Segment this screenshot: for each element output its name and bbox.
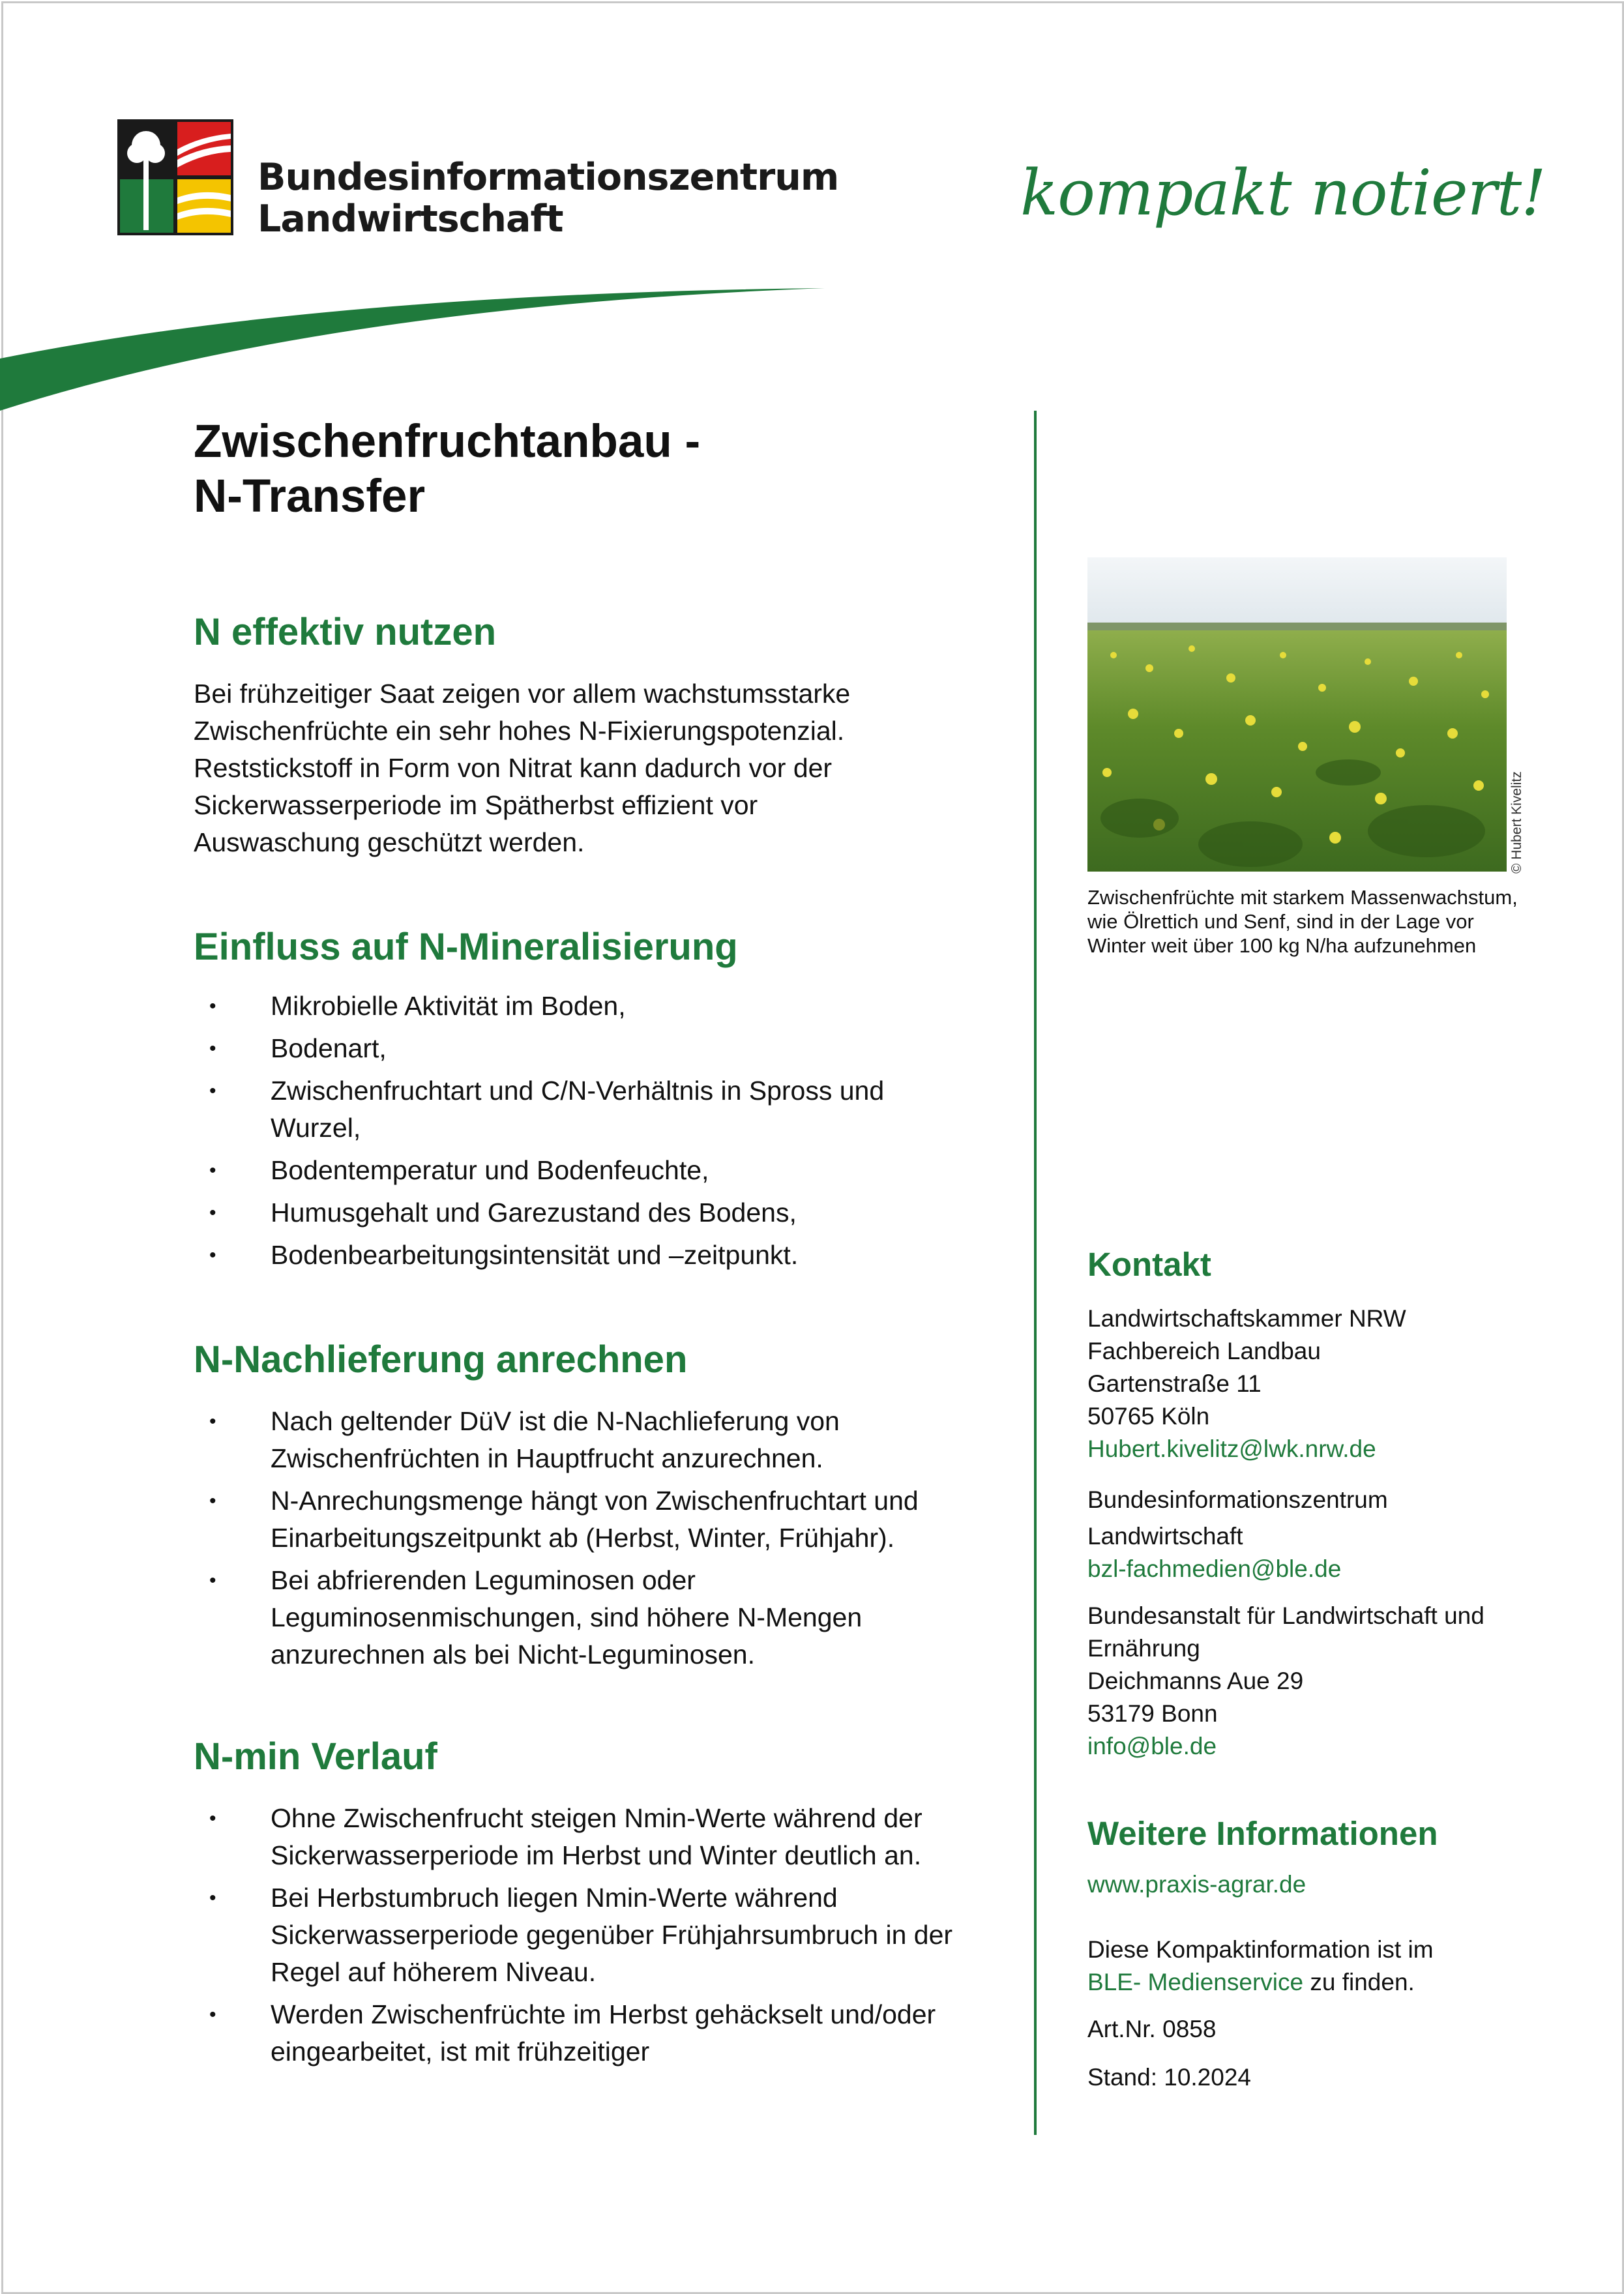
- bullet-list: [194, 988, 963, 1274]
- paragraph-line: Reststickstoff in Form von Nitrat kann dadurch vor der: [194, 753, 833, 783]
- field-photo: [1087, 557, 1507, 872]
- info-heading: Weitere Informationen: [1087, 1815, 1438, 1852]
- org-name: [258, 156, 838, 240]
- website-link[interactable]: www.praxis-agrar.de: [1087, 1871, 1307, 1898]
- list-item: • Bei Herbstumbruch liegen Nmin-Werte während Sickerwasserperiode gegenüber Frühjahrsumbruch in der Regel auf höherem Niveau.: [194, 1879, 976, 1991]
- contact-email-link[interactable]: Hubert.kivelitz@lwk.nrw.de: [1087, 1435, 1376, 1462]
- contact-line: Ernährung: [1087, 1635, 1200, 1662]
- section-nachlieferung: [194, 1337, 976, 1679]
- bzl-logo: [117, 119, 233, 235]
- list-item: • Werden Zwischenfrüchte im Herbst gehäckselt und/oder eingearbeitet, ist mit frühzeitiger: [194, 1996, 976, 2070]
- list-item: • Bodentemperatur und Bodenfeuchte,: [194, 1152, 963, 1189]
- bullet-icon: •: [209, 2004, 216, 2025]
- contact-line: 53179 Bonn: [1087, 1700, 1218, 1727]
- page-title: [194, 415, 700, 524]
- photo-credit: © Hubert Kivelitz: [1509, 771, 1524, 874]
- bullet-icon: •: [209, 1808, 216, 1829]
- section-heading: Einfluss auf N-Mineralisierung: [194, 926, 738, 968]
- contact-line: Landwirtschaftskammer NRW: [1087, 1305, 1406, 1332]
- medienservice-link[interactable]: BLE- Medienservice: [1087, 1969, 1304, 1995]
- bullet-icon: •: [209, 1160, 216, 1181]
- contact-line: Bundesinformationszentrum: [1087, 1486, 1388, 1513]
- paragraph-line: Sickerwasserperiode im Spätherbst effizient vor: [194, 790, 758, 820]
- info-text-line: [1087, 1966, 1544, 1999]
- bullet-icon: •: [209, 1080, 216, 1102]
- contact-line: Gartenstraße 11: [1087, 1370, 1262, 1397]
- stand-date: Stand: 10.2024: [1087, 2064, 1251, 2091]
- contact-line: 50765 Köln: [1087, 1403, 1210, 1430]
- bullet-icon: •: [209, 1038, 216, 1059]
- list-item: • Bei abfrierenden Leguminosen oder Leguminosenmischungen, sind höhere N-Mengen anzurechnen als bei Nicht-Leguminosen.: [194, 1562, 976, 1673]
- article-number: Art.Nr. 0858: [1087, 2016, 1217, 2042]
- list-item: • Zwischenfruchtart und C/N-Verhältnis in Spross und Wurzel,: [194, 1072, 963, 1147]
- column-divider: [1034, 411, 1037, 2135]
- title-line2: N-Transfer: [194, 471, 426, 522]
- section-heading: N-Nachlieferung anrechnen: [194, 1338, 688, 1381]
- header-swoosh: [0, 280, 834, 417]
- photo-caption: Zwischenfrüchte mit starkem Massenwachstum, wie Ölrettich und Senf, sind in der Lage vor Winter weit über 100 kg N/ha aufzunehmen: [1087, 886, 1518, 957]
- list-item: • Nach geltender DüV ist die N-Nachlieferung von Zwischenfrüchten in Hauptfrucht anzurechnen.: [194, 1403, 976, 1477]
- contact-section: [1087, 1242, 1544, 1763]
- list-item: • Humusgehalt und Garezustand des Bodens,: [194, 1194, 963, 1231]
- list-item: • N-Anrechungsmenge hängt von Zwischenfruchtart und Einarbeitungszeitpunkt ab (Herbst, Winter, Frühjahr).: [194, 1482, 976, 1557]
- paragraph-line: Bei frühzeitiger Saat zeigen vor allem wachstumsstarke: [194, 679, 851, 709]
- section-heading: N effektiv nutzen: [194, 611, 497, 653]
- contact-line: Bundesanstalt für Landwirtschaft und: [1087, 1602, 1484, 1629]
- bullet-icon: •: [209, 1244, 216, 1266]
- bullet-icon: •: [209, 1202, 216, 1224]
- section-nmin-verlauf: [194, 1734, 976, 2076]
- section-heading: N-min Verlauf: [194, 1735, 437, 1778]
- contact-email-link[interactable]: info@ble.de: [1087, 1733, 1217, 1759]
- paragraph-line: Zwischenfrüchte ein sehr hohes N-Fixierungspotenzial.: [194, 716, 845, 746]
- bullet-list: [194, 1403, 976, 1673]
- info-text: Diese Kompaktinformation ist im: [1087, 1936, 1434, 1963]
- title-line1: Zwischenfruchtanbau -: [194, 416, 701, 467]
- bullet-list: [194, 1800, 976, 2070]
- section-n-effektiv: [194, 610, 1009, 861]
- list-item: • Bodenbearbeitungsintensität und –zeitpunkt.: [194, 1237, 963, 1274]
- list-item: • Ohne Zwischenfrucht steigen Nmin-Werte während der Sickerwasserperiode im Herbst und Winter deutlich an.: [194, 1800, 976, 1874]
- bullet-icon: •: [209, 1887, 216, 1909]
- contact-line: Landwirtschaft: [1087, 1523, 1243, 1550]
- org-name-line1: Bundesinformationszentrum: [258, 156, 839, 199]
- org-name-line2: Landwirtschaft: [258, 198, 563, 241]
- bullet-icon: •: [209, 1570, 216, 1591]
- contact-heading: Kontakt: [1087, 1246, 1211, 1283]
- section-mineralisierung: [194, 924, 963, 1279]
- bullet-icon: •: [209, 995, 216, 1017]
- bullet-icon: •: [209, 1411, 216, 1432]
- contact-email-link[interactable]: bzl-fachmedien@ble.de: [1087, 1555, 1342, 1582]
- list-item: • Mikrobielle Aktivität im Boden,: [194, 988, 963, 1025]
- paragraph-line: Auswaschung geschützt werden.: [194, 827, 585, 857]
- tagline: kompakt notiert!: [1020, 156, 1546, 229]
- contact-line: Deichmanns Aue 29: [1087, 1668, 1304, 1694]
- info-section: [1087, 1811, 1544, 2094]
- list-item: • Bodenart,: [194, 1030, 963, 1067]
- info-text-suffix: zu finden.: [1303, 1969, 1415, 1995]
- bullet-icon: •: [209, 1490, 216, 1512]
- contact-line: Fachbereich Landbau: [1087, 1338, 1321, 1364]
